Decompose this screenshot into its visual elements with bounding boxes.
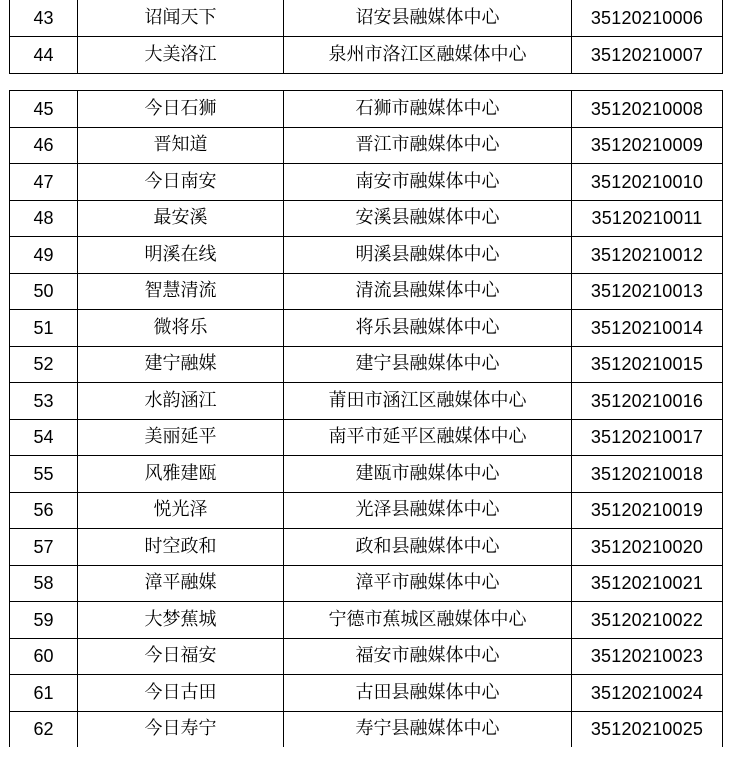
operating-unit-cell: 建瓯市融媒体中心 bbox=[284, 456, 572, 493]
table-row bbox=[10, 383, 723, 420]
operating-unit-cell: 漳平市融媒体中心 bbox=[284, 565, 572, 602]
row-number-cell: 57 bbox=[10, 529, 78, 566]
table-main-body bbox=[10, 91, 723, 748]
account-name-cell: 今日南安 bbox=[78, 164, 284, 201]
registry-table-top bbox=[9, 0, 723, 74]
table-row bbox=[10, 529, 723, 566]
registration-code-cell: 35120210021 bbox=[572, 565, 723, 602]
table-row bbox=[10, 200, 723, 237]
row-number-cell: 46 bbox=[10, 127, 78, 164]
registration-code-cell: 35120210018 bbox=[572, 456, 723, 493]
table-row bbox=[10, 237, 723, 274]
row-number-cell: 45 bbox=[10, 91, 78, 128]
row-number-cell: 49 bbox=[10, 237, 78, 274]
registration-code-cell: 35120210023 bbox=[572, 638, 723, 675]
registration-code-cell: 35120210014 bbox=[572, 310, 723, 347]
account-name-cell: 悦光泽 bbox=[78, 492, 284, 529]
registration-code-cell: 35120210013 bbox=[572, 273, 723, 310]
table-top-body bbox=[10, 0, 723, 74]
operating-unit-cell: 安溪县融媒体中心 bbox=[284, 200, 572, 237]
table-row bbox=[10, 164, 723, 201]
registration-code-cell: 35120210022 bbox=[572, 602, 723, 639]
registration-code-cell: 35120210009 bbox=[572, 127, 723, 164]
operating-unit-cell: 宁德市蕉城区融媒体中心 bbox=[284, 602, 572, 639]
row-number-cell: 53 bbox=[10, 383, 78, 420]
table-row bbox=[10, 492, 723, 529]
table-row bbox=[10, 638, 723, 675]
registration-code-cell: 35120210015 bbox=[572, 346, 723, 383]
account-name-cell: 智慧清流 bbox=[78, 273, 284, 310]
table-row bbox=[10, 602, 723, 639]
registration-code-cell: 35120210010 bbox=[572, 164, 723, 201]
row-number-cell: 52 bbox=[10, 346, 78, 383]
table-row bbox=[10, 456, 723, 493]
registration-code-cell: 35120210011 bbox=[572, 200, 723, 237]
registration-code-cell: 35120210016 bbox=[572, 383, 723, 420]
table-row bbox=[10, 91, 723, 128]
account-name-cell: 今日福安 bbox=[78, 638, 284, 675]
operating-unit-cell: 诏安县融媒体中心 bbox=[284, 0, 572, 37]
table-row bbox=[10, 711, 723, 747]
account-name-cell: 水韵涵江 bbox=[78, 383, 284, 420]
operating-unit-cell: 古田县融媒体中心 bbox=[284, 675, 572, 712]
registration-code-cell: 35120210020 bbox=[572, 529, 723, 566]
account-name-cell: 微将乐 bbox=[78, 310, 284, 347]
row-number-cell: 62 bbox=[10, 711, 78, 747]
account-name-cell: 今日石狮 bbox=[78, 91, 284, 128]
registration-code-cell: 35120210006 bbox=[572, 0, 723, 37]
operating-unit-cell: 光泽县融媒体中心 bbox=[284, 492, 572, 529]
registration-code-cell: 35120210025 bbox=[572, 711, 723, 747]
account-name-cell: 大美洛江 bbox=[78, 37, 284, 74]
account-name-cell: 最安溪 bbox=[78, 200, 284, 237]
table-row bbox=[10, 310, 723, 347]
account-name-cell: 漳平融媒 bbox=[78, 565, 284, 602]
operating-unit-cell: 泉州市洛江区融媒体中心 bbox=[284, 37, 572, 74]
account-name-cell: 晋知道 bbox=[78, 127, 284, 164]
row-number-cell: 51 bbox=[10, 310, 78, 347]
operating-unit-cell: 石狮市融媒体中心 bbox=[284, 91, 572, 128]
operating-unit-cell: 南安市融媒体中心 bbox=[284, 164, 572, 201]
registration-code-cell: 35120210017 bbox=[572, 419, 723, 456]
row-number-cell: 59 bbox=[10, 602, 78, 639]
account-name-cell: 时空政和 bbox=[78, 529, 284, 566]
operating-unit-cell: 南平市延平区融媒体中心 bbox=[284, 419, 572, 456]
account-name-cell: 大梦蕉城 bbox=[78, 602, 284, 639]
table-row bbox=[10, 127, 723, 164]
row-number-cell: 48 bbox=[10, 200, 78, 237]
account-name-cell: 今日古田 bbox=[78, 675, 284, 712]
account-name-cell: 风雅建瓯 bbox=[78, 456, 284, 493]
row-number-cell: 60 bbox=[10, 638, 78, 675]
row-number-cell: 55 bbox=[10, 456, 78, 493]
table-row bbox=[10, 273, 723, 310]
row-number-cell: 54 bbox=[10, 419, 78, 456]
operating-unit-cell: 清流县融媒体中心 bbox=[284, 273, 572, 310]
account-name-cell: 美丽延平 bbox=[78, 419, 284, 456]
row-number-cell: 58 bbox=[10, 565, 78, 602]
table-row bbox=[10, 346, 723, 383]
operating-unit-cell: 福安市融媒体中心 bbox=[284, 638, 572, 675]
row-number-cell: 50 bbox=[10, 273, 78, 310]
operating-unit-cell: 莆田市涵江区融媒体中心 bbox=[284, 383, 572, 420]
table-row bbox=[10, 419, 723, 456]
account-name-cell: 明溪在线 bbox=[78, 237, 284, 274]
row-number-cell: 56 bbox=[10, 492, 78, 529]
table-row bbox=[10, 675, 723, 712]
row-number-cell: 47 bbox=[10, 164, 78, 201]
account-name-cell: 建宁融媒 bbox=[78, 346, 284, 383]
registration-code-cell: 35120210008 bbox=[572, 91, 723, 128]
operating-unit-cell: 政和县融媒体中心 bbox=[284, 529, 572, 566]
operating-unit-cell: 建宁县融媒体中心 bbox=[284, 346, 572, 383]
operating-unit-cell: 将乐县融媒体中心 bbox=[284, 310, 572, 347]
operating-unit-cell: 寿宁县融媒体中心 bbox=[284, 711, 572, 747]
operating-unit-cell: 明溪县融媒体中心 bbox=[284, 237, 572, 274]
registry-table-main bbox=[9, 90, 723, 747]
operating-unit-cell: 晋江市融媒体中心 bbox=[284, 127, 572, 164]
registration-code-cell: 35120210019 bbox=[572, 492, 723, 529]
table-row bbox=[10, 37, 723, 74]
table-row bbox=[10, 565, 723, 602]
registration-code-cell: 35120210012 bbox=[572, 237, 723, 274]
table-row bbox=[10, 0, 723, 37]
account-name-cell: 诏闻天下 bbox=[78, 0, 284, 37]
registration-code-cell: 35120210007 bbox=[572, 37, 723, 74]
row-number-cell: 61 bbox=[10, 675, 78, 712]
account-name-cell: 今日寿宁 bbox=[78, 711, 284, 747]
row-number-cell: 44 bbox=[10, 37, 78, 74]
registration-code-cell: 35120210024 bbox=[572, 675, 723, 712]
row-number-cell: 43 bbox=[10, 0, 78, 37]
